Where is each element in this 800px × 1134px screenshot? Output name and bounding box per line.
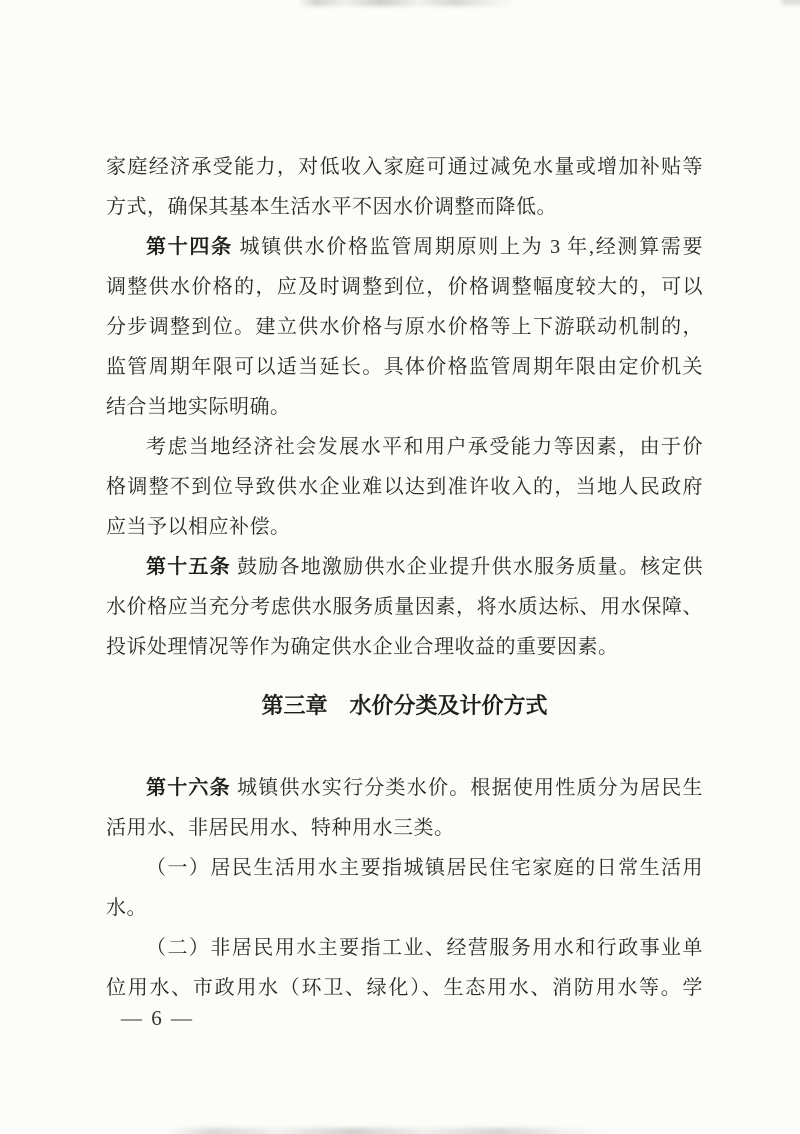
line-text: 调整供水价格的，应及时调整到位，价格调整幅度较大的，可以 <box>106 276 703 298</box>
text-line <box>106 888 703 928</box>
text-line <box>106 968 703 1008</box>
line-text: 水。 <box>106 897 147 919</box>
text-line <box>106 808 703 848</box>
text-line <box>106 507 703 547</box>
article-line <box>106 227 703 267</box>
text-line <box>106 267 703 307</box>
text-line <box>106 427 703 467</box>
line-text: 格调整不到位导致供水企业难以达到准许收入的，当地人民政府 <box>106 476 703 498</box>
article-line <box>106 547 703 587</box>
line-text: 分步调整到位。建立供水价格与原水价格等上下游联动机制的， <box>106 316 703 338</box>
text-line <box>106 587 703 627</box>
list-item-line <box>106 928 703 968</box>
chapter-heading: 第三章 水价分类及计价方式 <box>261 693 548 718</box>
text-line <box>106 627 703 667</box>
article-line <box>106 768 703 808</box>
line-text: 鼓励各地激励供水企业提升供水服务质量。核定供 <box>230 556 703 578</box>
text-line <box>106 467 703 507</box>
line-text: 投诉处理情况等作为确定供水企业合理收益的重要因素。 <box>106 636 619 658</box>
line-text: 结合当地实际明确。 <box>106 396 291 418</box>
scan-artifact-bottom <box>168 1128 608 1134</box>
text-line <box>106 147 703 187</box>
line-text: 活用水、非居民用水、特种用水三类。 <box>106 817 455 839</box>
page-number: — 6 — <box>121 1006 194 1030</box>
line-text: 城镇供水价格监管周期原则上为 3 年,经测算需要 <box>232 236 703 258</box>
line-text: 应当予以相应补偿。 <box>106 516 291 538</box>
scan-artifact-top <box>298 0 516 6</box>
line-text: 家庭经济承受能力，对低收入家庭可通过减免水量或增加补贴等 <box>106 156 703 178</box>
list-item-line <box>106 848 703 888</box>
line-text: （一）居民生活用水主要指城镇居民住宅家庭的日常生活用 <box>146 857 703 879</box>
line-text: 位用水、市政用水（环卫、绿化）、生态用水、消防用水等。学 <box>106 977 703 999</box>
scan-artifact-top-right <box>782 0 800 5</box>
document-body <box>106 147 703 1008</box>
text-line <box>106 307 703 347</box>
line-text: 考虑当地经济社会发展水平和用户承受能力等因素，由于价 <box>146 436 703 458</box>
line-text: 监管周期年限可以适当延长。具体价格监管周期年限由定价机关 <box>106 356 703 378</box>
line-text: 水价格应当充分考虑供水服务质量因素，将水质达标、用水保障、 <box>106 596 703 618</box>
line-text: （二）非居民用水主要指工业、经营服务用水和行政事业单 <box>146 937 703 959</box>
article-number: 第十六条 <box>146 777 231 799</box>
text-line <box>106 387 703 427</box>
line-text: 城镇供水实行分类水价。根据使用性质分为居民生 <box>230 777 703 799</box>
text-line <box>106 347 703 387</box>
article-number: 第十四条 <box>146 236 233 258</box>
text-line <box>106 187 703 227</box>
article-number: 第十五条 <box>146 556 231 578</box>
line-text: 方式，确保其基本生活水平不因水价调整而降低。 <box>106 196 557 218</box>
